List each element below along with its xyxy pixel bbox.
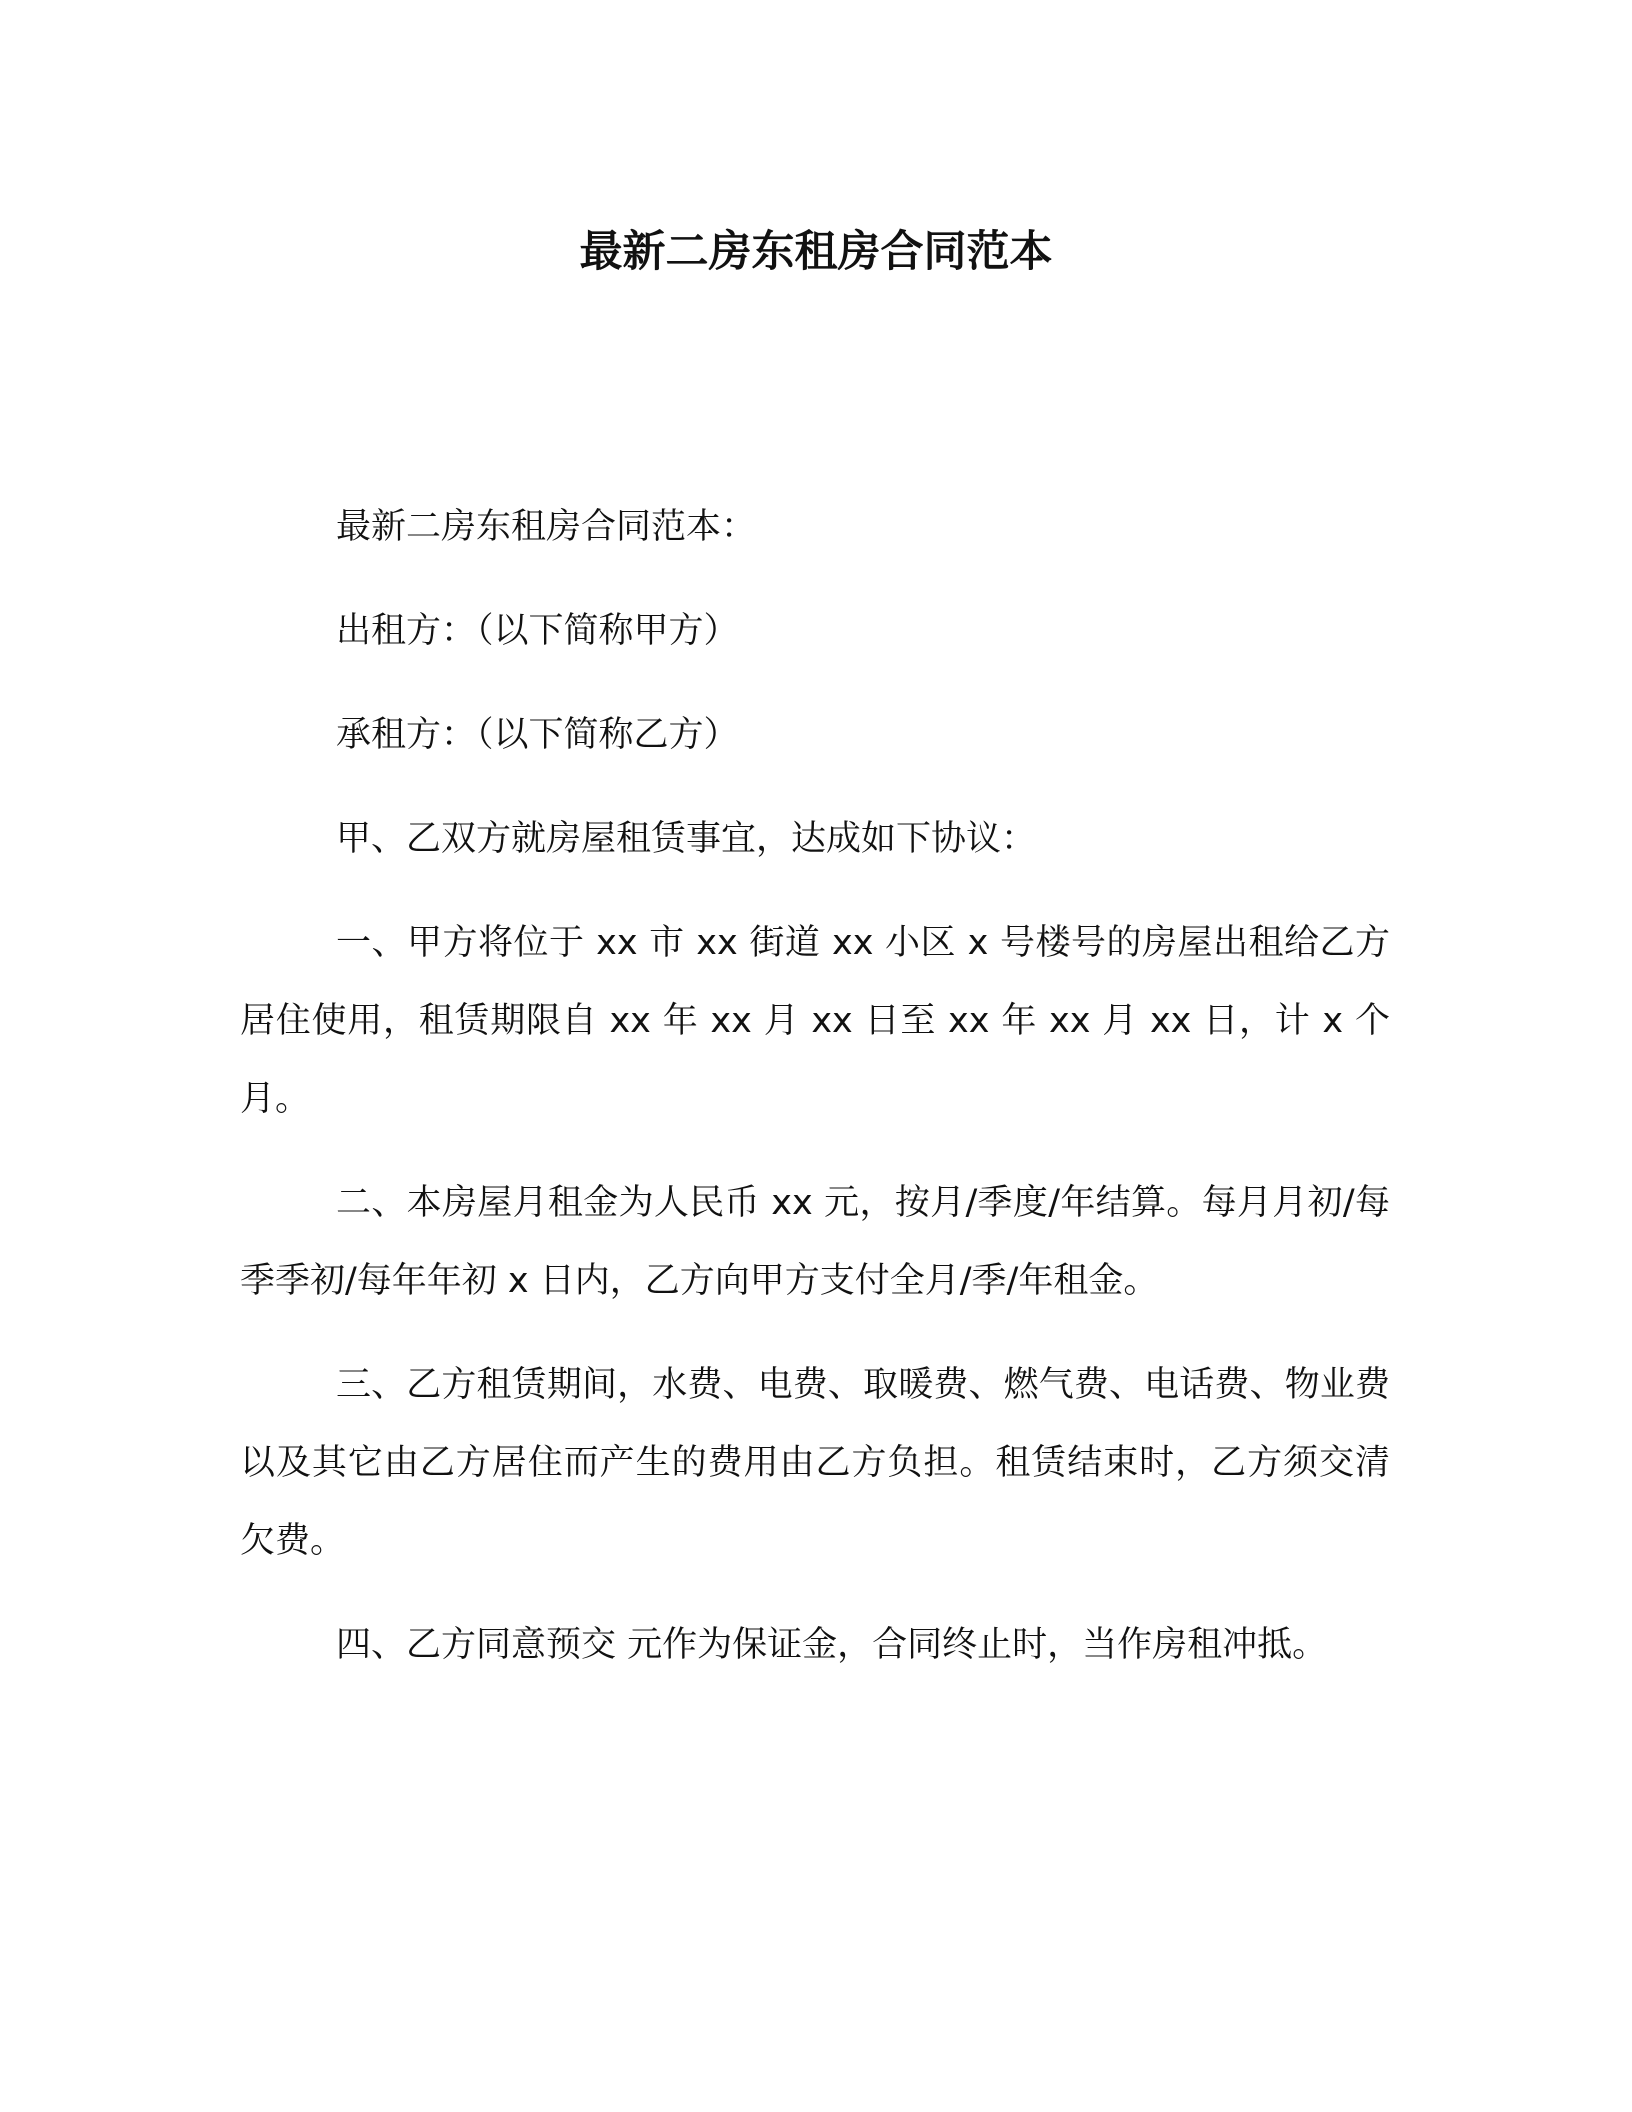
paragraph-clause-4: 四、乙方同意预交 元作为保证金，合同终止时，当作房租冲抵。 <box>336 1625 1328 1665</box>
paragraph-agreement-intro: 甲、乙双方就房屋租赁事宜，达成如下协议： <box>336 819 1037 859</box>
paragraph-heading: 最新二房东租房合同范本： <box>336 507 757 547</box>
document-title: 最新二房东租房合同范本 <box>579 227 1053 277</box>
paragraph-clause-1: 一、甲方将位于 xx 市 xx 街道 xx 小区 x 号楼号的房屋出租给乙方居住使用，租赁期限自 xx 年 xx 月 xx 日至 xx 年 xx 月 xx 日，计 x 个月。 <box>240 923 1390 1119</box>
paragraph-lessee: 承租方：（以下简称乙方） <box>336 715 739 755</box>
document-body <box>240 488 1390 1710</box>
paragraph-lessor: 出租方：（以下简称甲方） <box>336 611 739 651</box>
paragraph-clause-2: 二、本房屋月租金为人民币 xx 元，按月/季度/年结算。每月月初/每季季初/每年年初 x 日内，乙方向甲方支付全月/季/年租金。 <box>240 1183 1390 1301</box>
paragraph-clause-3: 三、乙方租赁期间，水费、电费、取暖费、燃气费、电话费、物业费以及其它由乙方居住而产生的费用由乙方负担。租赁结束时，乙方须交清欠费。 <box>240 1365 1390 1561</box>
